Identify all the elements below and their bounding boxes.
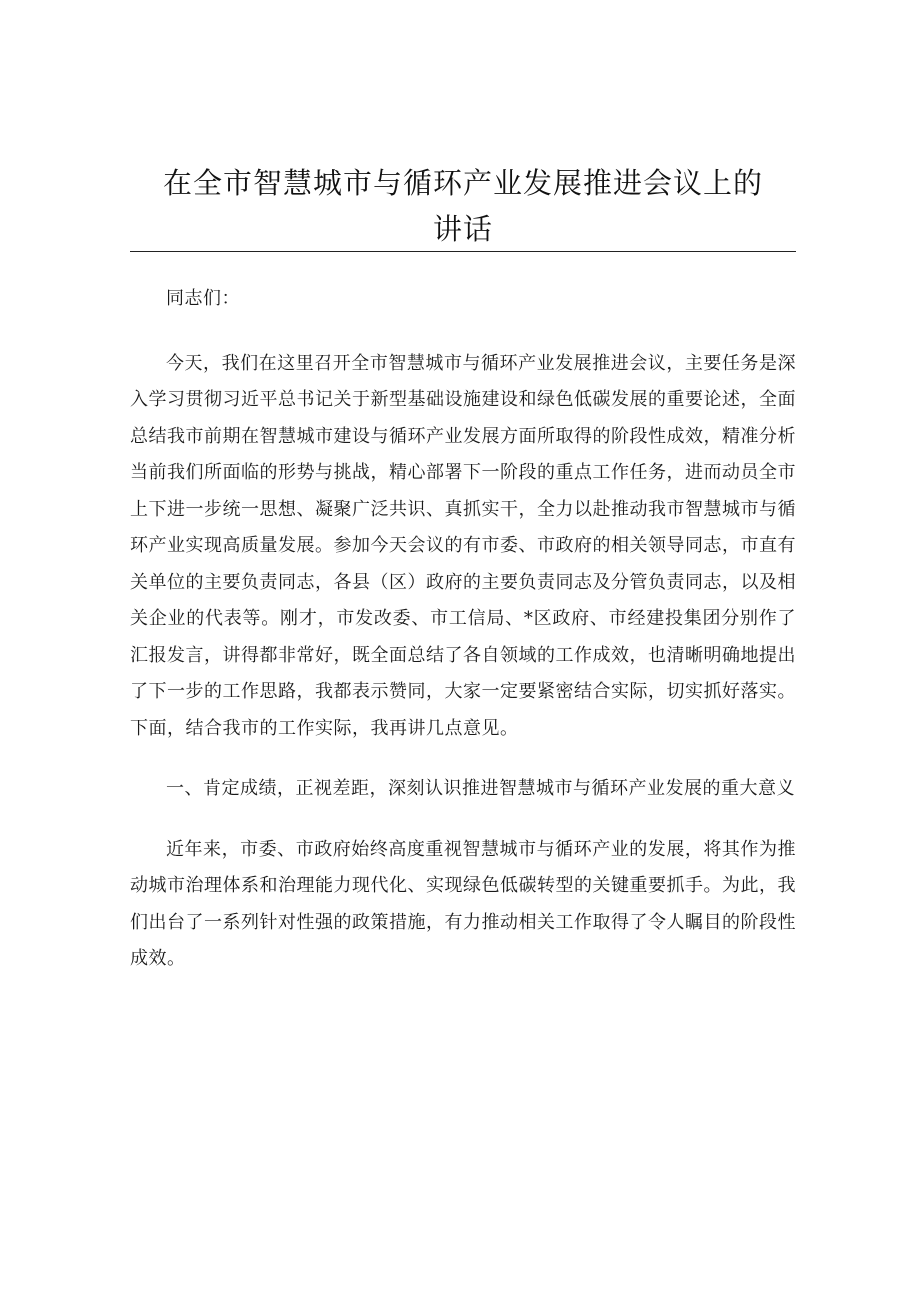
paragraph-intro: 今天，我们在这里召开全市智慧城市与循环产业发展推进会议，主要任务是深入学习贯彻习近平总书记关于新型基础设施建设和绿色低碳发展的重要论述，全面总结我市前期在智慧城市建设与循环产业发展方面所取得的阶段性成效，精准分析当前我们所面临的形势与挑战，精心部署下一阶段的重点工作任务，进而动员全市上下进一步统一思想、凝聚广泛共识、真抓实干，全力以赴推动我市智慧城市与循环产业实现高质量发展。参加今天会议的有市委、市政府的相关领导同志，市直有关单位的主要负责同志，各县（区）政府的主要负责同志及分管负责同志，以及相关企业的代表等。刚才，市发改委、市工信局、*区政府、市经建投集团分别作了汇报发言，讲得都非常好，既全面总结了各自领域的工作成效，也清晰明确地提出了下一步的工作思路，我都表示赞同，大家一定要紧密结合实际，切实抓好落实。下面，结合我市的工作实际，我再讲几点意见。 — [130, 352, 796, 739]
title-underline — [130, 251, 796, 252]
title-line-1: 在全市智慧城市与循环产业发展推进会议上的 — [162, 166, 763, 200]
document-title — [130, 160, 796, 252]
paragraph-section-1: 近年来，市委、市政府始终高度重视智慧城市与循环产业的发展，将其作为推动城市治理体系和治理能力现代化、实现绿色低碳转型的关键重要抓手。为此，我们出台了一系列针对性强的政策措施，有力推动相关工作取得了令人瞩目的阶段性成效。 — [130, 838, 796, 969]
section-heading-1: 一、肯定成绩，正视差距，深刻认识推进智慧城市与循环产业发展的重大意义 — [166, 778, 795, 799]
document-body — [130, 281, 796, 978]
title-line-2: 讲话 — [432, 212, 493, 246]
salutation: 同志们： — [166, 288, 240, 309]
